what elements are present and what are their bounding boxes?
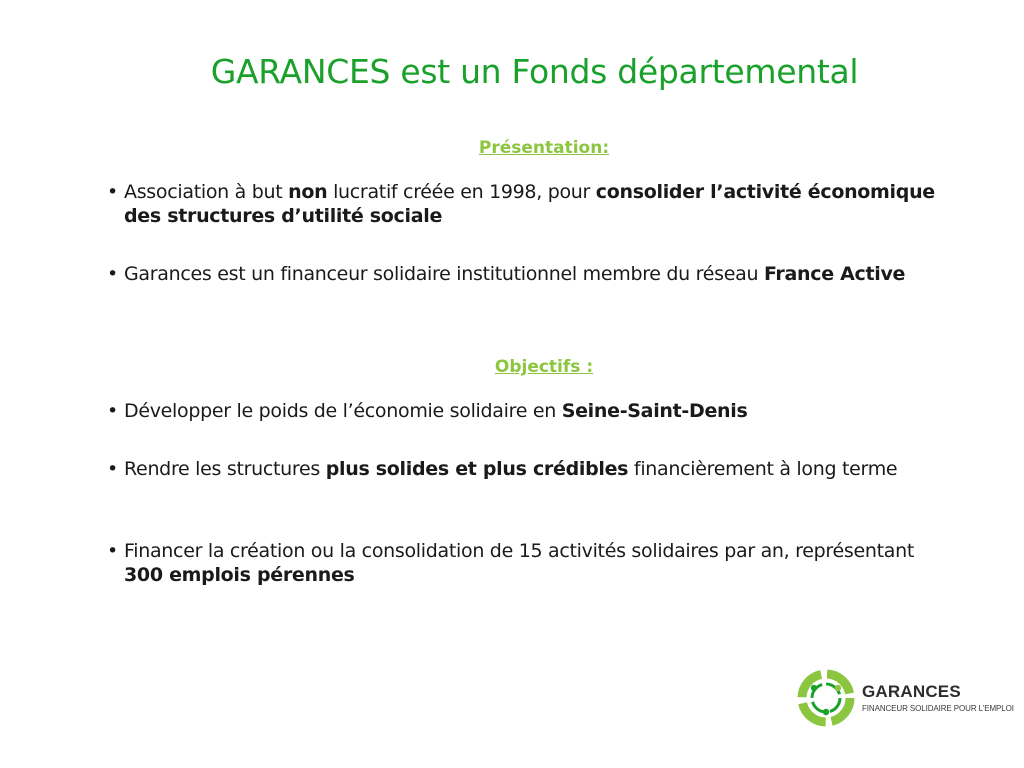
- garances-logo-icon: [796, 668, 856, 728]
- presentation-bullet-2: [106, 262, 946, 286]
- text-run-bold: France Active: [763, 263, 906, 285]
- text-run-bold: non: [288, 181, 328, 203]
- objectifs-bullet-2: [106, 457, 946, 481]
- text-run: financièrement à long terme: [628, 458, 898, 480]
- garances-logo: [796, 668, 1014, 728]
- logo-name: GARANCES: [862, 682, 961, 701]
- presentation-bullet-1: [106, 180, 946, 228]
- text-run: lucratif créée en 1998, pour: [327, 181, 596, 203]
- text-run: Rendre les structures: [124, 458, 326, 480]
- text-run-bold: consolider l’activité économique des structures d’utilité sociale: [124, 181, 935, 227]
- text-run-bold: Seine-Saint-Denis: [561, 400, 748, 422]
- logo-tagline: FINANCEUR SOLIDAIRE POUR L’EMPLOI: [862, 704, 1014, 713]
- text-run: Association à but: [124, 181, 289, 203]
- text-run-bold: plus solides et plus crédibles: [325, 458, 629, 480]
- slide-title: GARANCES est un Fonds départemental: [210, 52, 859, 91]
- objectifs-bullet-1: [106, 399, 946, 423]
- text-run: Financer la création ou la consolidation de 15 activités solidaires par an, représentant: [124, 540, 914, 562]
- objectifs-bullet-3: [106, 539, 946, 587]
- objectifs-heading: Objectifs :: [494, 357, 594, 377]
- text-run: Développer le poids de l’économie solidaire en: [124, 400, 562, 422]
- presentation-heading: Présentation:: [478, 138, 610, 158]
- text-run: Garances est un financeur solidaire institutionnel membre du réseau: [124, 263, 764, 285]
- text-run-bold: 300 emplois pérennes: [124, 564, 355, 586]
